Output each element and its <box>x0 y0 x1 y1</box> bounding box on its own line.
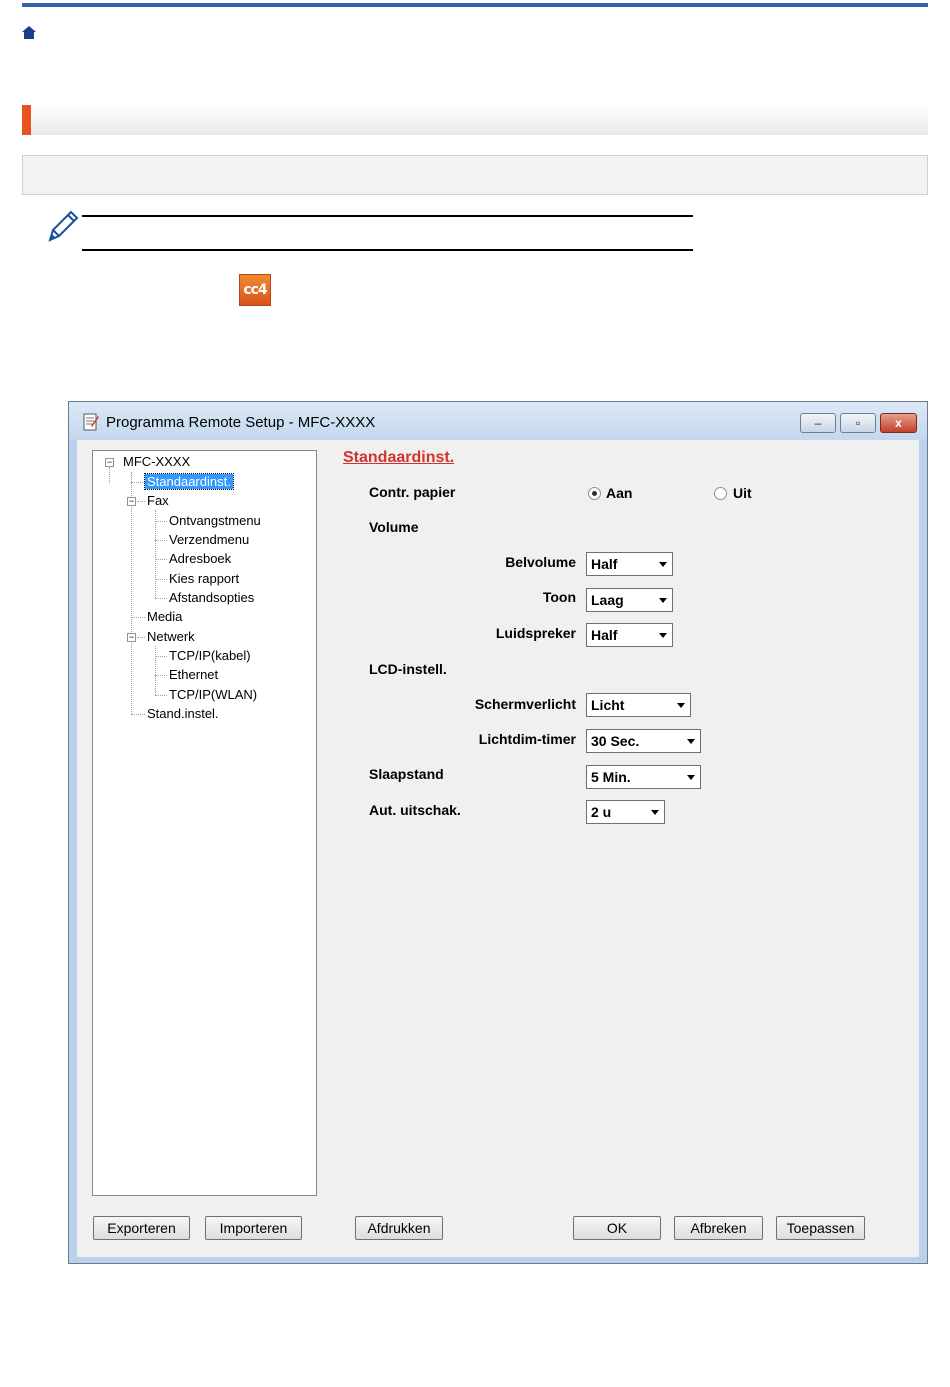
tree-item-fax[interactable]: Fax <box>147 493 169 508</box>
chevron-down-icon <box>659 633 667 638</box>
afbreken-button[interactable]: Afbreken <box>674 1216 763 1240</box>
app-icon <box>81 412 101 432</box>
minimize-icon: – <box>814 416 822 430</box>
top-rule <box>22 3 928 7</box>
tree-item-afstandsopties[interactable]: Afstandsopties <box>169 590 255 605</box>
exporteren-button[interactable]: Exporteren <box>93 1216 190 1240</box>
panel-heading: Standaardinst. <box>343 449 455 466</box>
tree-item-kies-rapport[interactable]: Kies rapport <box>169 571 240 586</box>
chevron-down-icon <box>659 598 667 603</box>
cc4-icon <box>239 274 271 306</box>
radio-aan-label[interactable]: Aan <box>606 485 633 501</box>
lcd-instell-label: LCD-instell. <box>369 661 447 677</box>
chevron-down-icon <box>651 810 659 815</box>
afdrukken-button[interactable]: Afdrukken <box>355 1216 443 1240</box>
toon-value: Laag <box>591 592 624 608</box>
title-bar <box>69 402 927 440</box>
settings-tree[interactable] <box>92 450 317 1196</box>
chevron-down-icon <box>687 775 695 780</box>
contr-papier-label: Contr. papier <box>369 484 456 500</box>
home-icon[interactable] <box>21 25 37 41</box>
close-icon: x <box>895 416 902 430</box>
luidspreker-label: Luidspreker <box>495 625 576 641</box>
window-client <box>77 440 919 1257</box>
aut-uitschak-select[interactable] <box>586 800 665 824</box>
chevron-down-icon <box>659 562 667 567</box>
tree-item-tcpip-wlan[interactable]: TCP/IP(WLAN) <box>169 687 258 702</box>
tree-item-stand-instel[interactable]: Stand.instel. <box>147 706 219 721</box>
luidspreker-select[interactable] <box>586 623 673 647</box>
toepassen-button[interactable]: Toepassen <box>776 1216 865 1240</box>
path-box <box>22 155 928 195</box>
slaapstand-value: 5 Min. <box>591 769 631 785</box>
note-top-rule <box>82 215 693 217</box>
tree-item-standaardinst[interactable] <box>145 474 233 490</box>
tree-item-ethernet[interactable]: Ethernet <box>169 667 219 682</box>
netwerk-collapse-icon[interactable]: − <box>128 632 135 642</box>
chevron-down-icon <box>687 739 695 744</box>
schermverlicht-select[interactable] <box>586 693 691 717</box>
note-bottom-rule <box>82 249 693 251</box>
schermverlicht-value: Licht <box>591 697 625 713</box>
root-collapse-icon[interactable]: − <box>106 457 113 467</box>
radio-uit-label[interactable]: Uit <box>733 485 752 501</box>
fax-collapse-icon[interactable]: − <box>128 496 135 506</box>
lichtdim-timer-select[interactable] <box>586 729 701 753</box>
radio-uit[interactable] <box>714 487 727 500</box>
tree-item-adresboek[interactable]: Adresboek <box>169 551 232 566</box>
pencil-icon <box>44 208 80 246</box>
belvolume-value: Half <box>591 556 618 572</box>
section-title-bar <box>22 105 928 135</box>
tree-item-tcpip-kabel[interactable]: TCP/IP(kabel) <box>169 648 251 663</box>
toon-label: Toon <box>542 589 576 605</box>
schermverlicht-label: Schermverlicht <box>474 696 576 712</box>
tree-item-netwerk[interactable]: Netwerk <box>147 629 195 644</box>
aut-uitschak-label: Aut. uitschak. <box>369 802 461 818</box>
slaapstand-label: Slaapstand <box>369 766 444 782</box>
tree-item-standaardinst-label: Standaardinst. <box>147 474 231 489</box>
tree-item-media[interactable]: Media <box>147 609 183 624</box>
tree-item-verzendmenu[interactable]: Verzendmenu <box>169 532 250 547</box>
lichtdim-timer-label: Lichtdim-timer <box>478 731 576 747</box>
tree-root[interactable]: MFC-XXXX <box>123 454 191 469</box>
belvolume-label: Belvolume <box>505 554 576 570</box>
importeren-button[interactable]: Importeren <box>205 1216 302 1240</box>
maximize-icon: ▫ <box>855 416 861 430</box>
lichtdim-timer-value: 30 Sec. <box>591 733 640 749</box>
remote-setup-window <box>68 401 928 1264</box>
window-title: Programma Remote Setup - MFC-XXXX <box>106 414 376 431</box>
aut-uitschak-value: 2 u <box>591 804 612 820</box>
belvolume-select[interactable] <box>586 552 673 576</box>
chevron-down-icon <box>677 703 685 708</box>
cc4-label: cc4 <box>243 282 267 298</box>
minimize-button[interactable] <box>800 413 836 433</box>
toon-select[interactable] <box>586 588 673 612</box>
section-accent <box>22 105 31 135</box>
maximize-button[interactable] <box>840 413 876 433</box>
ok-button[interactable]: OK <box>573 1216 661 1240</box>
luidspreker-value: Half <box>591 627 618 643</box>
slaapstand-select[interactable] <box>586 765 701 789</box>
close-button[interactable] <box>880 413 917 433</box>
radio-aan[interactable] <box>588 487 601 500</box>
volume-label: Volume <box>369 519 419 535</box>
tree-item-ontvangstmenu[interactable]: Ontvangstmenu <box>169 513 261 528</box>
